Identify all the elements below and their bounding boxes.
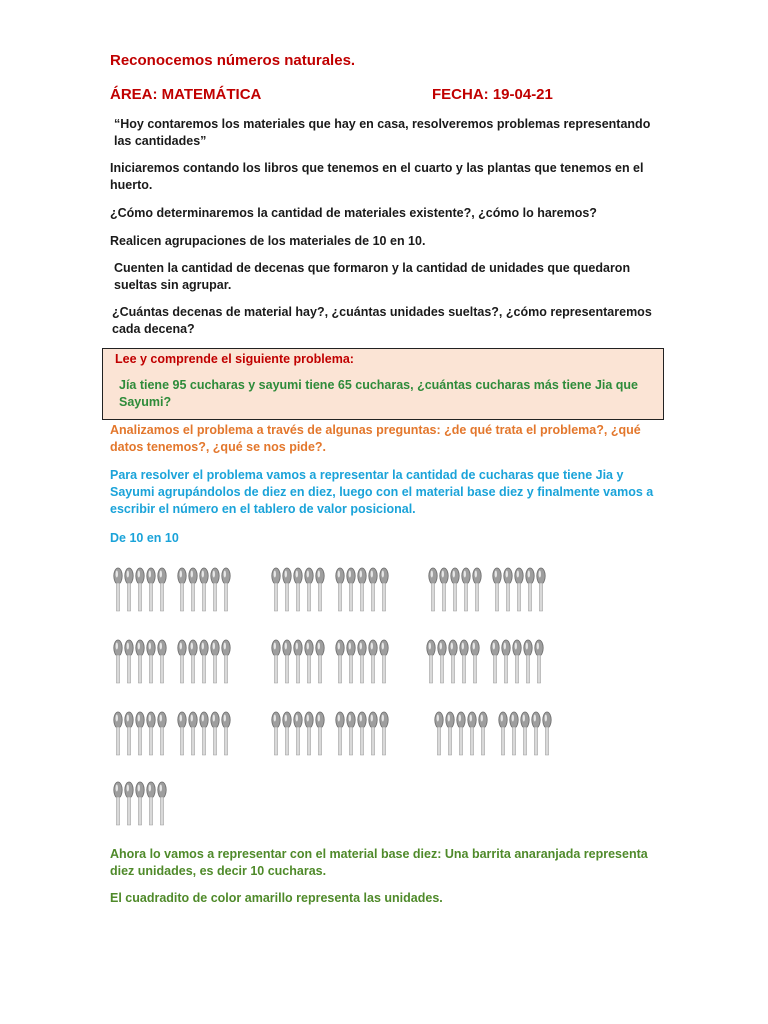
spoon-icon (336, 712, 344, 755)
spoon-icon (147, 568, 155, 611)
spoon-icon (473, 568, 481, 611)
spoon-icon (158, 782, 166, 825)
spoon-icon (524, 640, 532, 683)
spoon-group-of-ten (114, 568, 230, 611)
spoon-group-of-ten (435, 712, 551, 755)
spoon-icon (158, 640, 166, 683)
spoon-icon (158, 568, 166, 611)
spoon-icon (211, 568, 219, 611)
spoon-icon (305, 568, 313, 611)
spoon-group-of-ten (427, 640, 543, 683)
spoon-icon (316, 712, 324, 755)
spoon-icon (513, 640, 521, 683)
intro-paragraph-3: Realicen agrupaciones de los materiales de 10 en 10. (110, 234, 426, 248)
spoon-icon (468, 712, 476, 755)
spoon-icon (369, 568, 377, 611)
spoon-icon (294, 640, 302, 683)
problem-heading: Lee y comprende el siguiente problema: (115, 352, 354, 366)
spoon-icon (136, 712, 144, 755)
spoon-icon (369, 640, 377, 683)
spoon-icon (147, 640, 155, 683)
spoon-icon (178, 568, 186, 611)
spoon-icon (316, 640, 324, 683)
spoon-icon (493, 568, 501, 611)
spoon-icon (457, 712, 465, 755)
spoon-icon (535, 640, 543, 683)
spoon-icon (283, 568, 291, 611)
spoon-icon (222, 640, 230, 683)
spoon-group-of-ten (114, 640, 230, 683)
spoon-icon (460, 640, 468, 683)
spoon-icon (446, 712, 454, 755)
spoon-icon (200, 640, 208, 683)
spoon-icon (347, 568, 355, 611)
spoon-icon (211, 640, 219, 683)
closing-paragraph-2: El cuadradito de color amarillo representa las unidades. (110, 891, 443, 905)
spoon-icon (114, 782, 122, 825)
spoon-icon (429, 568, 437, 611)
spoon-icon (462, 568, 470, 611)
spoon-icon (114, 712, 122, 755)
spoon-icon (358, 568, 366, 611)
closing-paragraph-1: Ahora lo vamos a representar con el material base diez: Una barrita anaranjada representa diez unidades, es decir 10 cucharas. (110, 847, 648, 878)
spoon-group-of-ten (272, 568, 388, 611)
spoon-icon (200, 712, 208, 755)
spoon-icon (189, 568, 197, 611)
spoon-icon (380, 568, 388, 611)
spoon-icon (347, 640, 355, 683)
intro-paragraph-4: Cuenten la cantidad de decenas que formaron y la cantidad de unidades que quedaron sueltas sin agrupar. (114, 261, 631, 292)
spoon-group-of-ten (429, 568, 545, 611)
spoon-icon (125, 782, 133, 825)
spoon-icon (369, 712, 377, 755)
spoon-icon (272, 640, 280, 683)
spoon-icon (114, 568, 122, 611)
spoon-icon (358, 640, 366, 683)
spoon-group-of-ten (114, 712, 230, 755)
spoon-icon (479, 712, 487, 755)
spoon-icon (336, 640, 344, 683)
spoon-icon (451, 568, 459, 611)
date-label: FECHA: 19-04-21 (432, 86, 553, 103)
area-label: ÁREA: MATEMÁTICA (110, 86, 262, 103)
spoon-loose-units (114, 782, 166, 825)
problem-text: Jía tiene 95 cucharas y sayumi tiene 65 cucharas, ¿cuántas cucharas más tiene Jia que Sayumi? (119, 378, 639, 409)
spoon-icon (515, 568, 523, 611)
intro-paragraph-5: ¿Cuántas decenas de material hay?, ¿cuántas unidades sueltas?, ¿cómo representaremos cada decena? (112, 305, 652, 336)
spoon-icon (510, 712, 518, 755)
page-title: Reconocemos números naturales. (110, 52, 356, 69)
spoon-icon (438, 640, 446, 683)
spoon-icon (316, 568, 324, 611)
spoon-icon (358, 712, 366, 755)
plan-paragraph: Para resolver el problema vamos a representar la cantidad de cucharas que tiene Jia y Sayumi agrupándolos de diez en diez, luego con el material base diez y finalmente vamos a escribir el número en el tablero de valor posicional. (110, 468, 654, 516)
spoon-icon (178, 712, 186, 755)
spoon-icon (158, 712, 166, 755)
intro-paragraph-2: ¿Cómo determinaremos la cantidad de materiales existente?, ¿cómo lo haremos? (110, 206, 597, 220)
spoon-icon (427, 640, 435, 683)
spoon-icon (272, 712, 280, 755)
spoon-icon (380, 712, 388, 755)
intro-paragraph-1: Iniciaremos contando los libros que tenemos en el cuarto y las plantas que tenemos en el huerto. (110, 161, 644, 192)
spoon-icon (211, 712, 219, 755)
spoon-icon (283, 640, 291, 683)
spoon-icon (294, 568, 302, 611)
grouping-label: De 10 en 10 (110, 531, 179, 545)
spoon-icon (222, 568, 230, 611)
spoon-icon (435, 712, 443, 755)
spoon-icon (294, 712, 302, 755)
spoon-icon (136, 568, 144, 611)
intro-quote: “Hoy contaremos los materiales que hay en casa, resolveremos problemas representando las cantidades” (114, 117, 651, 148)
spoon-icon (147, 782, 155, 825)
spoon-icon (136, 640, 144, 683)
spoon-icon (380, 640, 388, 683)
spoon-icon (147, 712, 155, 755)
spoon-icon (189, 640, 197, 683)
analysis-paragraph: Analizamos el problema a través de algunas preguntas: ¿de qué trata el problema?, ¿qué datos tenemos?, ¿qué se nos pide?. (110, 423, 641, 454)
spoon-icon (272, 568, 280, 611)
spoon-icon (305, 712, 313, 755)
spoon-icon (136, 782, 144, 825)
spoon-icon (471, 640, 479, 683)
spoon-icon (336, 568, 344, 611)
spoon-icon (521, 712, 529, 755)
spoon-icon (200, 568, 208, 611)
spoon-icon (504, 568, 512, 611)
spoon-icon (125, 712, 133, 755)
spoon-icon (347, 712, 355, 755)
spoon-icon (283, 712, 291, 755)
spoon-icon (305, 640, 313, 683)
spoon-icon (499, 712, 507, 755)
spoon-icon (526, 568, 534, 611)
spoon-icon (543, 712, 551, 755)
spoon-icon (502, 640, 510, 683)
spoon-group-of-ten (272, 712, 388, 755)
spoon-icon (222, 712, 230, 755)
spoon-icon (449, 640, 457, 683)
spoon-icon (491, 640, 499, 683)
spoon-icon (537, 568, 545, 611)
spoon-icon (189, 712, 197, 755)
spoon-icon (178, 640, 186, 683)
spoon-icon (114, 640, 122, 683)
spoon-icon (125, 568, 133, 611)
spoon-group-of-ten (272, 640, 388, 683)
spoon-icon (440, 568, 448, 611)
spoon-icon (125, 640, 133, 683)
spoon-icon (532, 712, 540, 755)
